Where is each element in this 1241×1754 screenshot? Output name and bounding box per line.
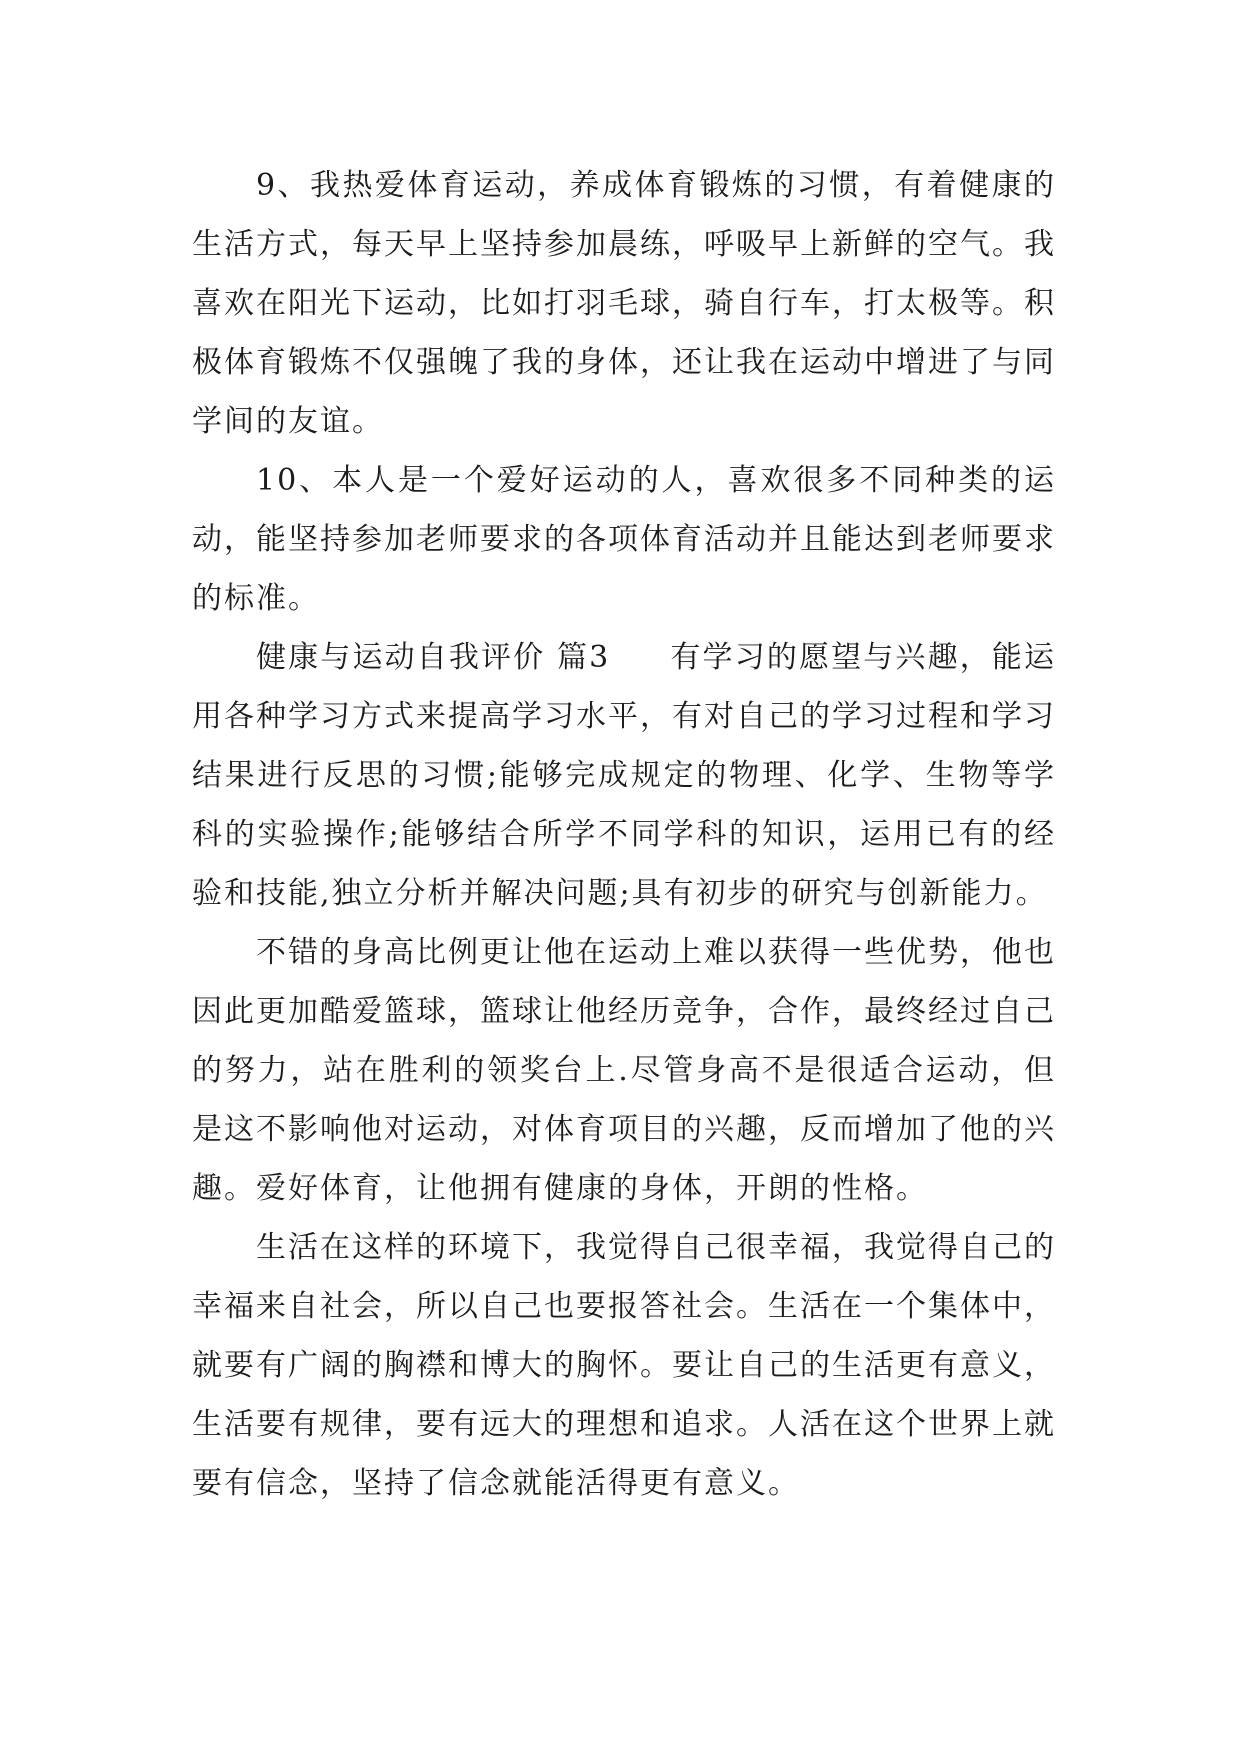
paragraph-text: 10、本人是一个爱好运动的人，喜欢很多不同种类的运动，能坚持参加老师要求的各项体育活动并且能达到老师要求的标准。 bbox=[192, 463, 1056, 616]
paragraph-text: 不错的身高比例更让他在运动上难以获得一些优势，他也因此更加酷爱篮球，篮球让他经历竞争，合作，最终经过自己的努力，站在胜利的领奖台上.尽管身高不是很适合运动，但是这不影响他对运动，对体育项目的兴趣，反而增加了他的兴趣。爱好体育，让他拥有健康的身体，开朗的性格。 bbox=[192, 935, 1056, 1206]
section-heading: 健康与运动自我评价 篇3 bbox=[256, 640, 611, 675]
paragraph-text: 9、我热爱体育运动，养成体育锻炼的习惯，有着健康的生活方式，每天早上坚持参加晨练，呼吸早上新鲜的空气。我喜欢在阳光下运动，比如打羽毛球，骑自行车，打太极等。积极体育锻炼不仅强魄了我的身体，还让我在运动中增进了与同学间的友谊。 bbox=[192, 168, 1056, 439]
paragraph-text: 有学习的愿望与兴趣，能运用各种学习方式来提高学习水平，有对自己的学习过程和学习结果进行反思的习惯;能够完成规定的物理、化学、生物等学科的实验操作;能够结合所学不同学科的知识，运用已有的经验和技能,独立分析并解决问题;具有初步的研究与创新能力。 bbox=[192, 640, 1057, 911]
paragraph-item-9 bbox=[192, 156, 1056, 451]
paragraph-text: 生活在这样的环境下，我觉得自己很幸福，我觉得自己的幸福来自社会，所以自己也要报答社会。生活在一个集体中，就要有广阔的胸襟和博大的胸怀。要让自己的生活更有意义，生活要有规律，要有远大的理想和追求。人活在这个世界上就要有信念，坚持了信念就能活得更有意义。 bbox=[192, 1230, 1056, 1501]
document-body bbox=[192, 156, 1056, 1513]
paragraph-height-basketball bbox=[192, 923, 1056, 1218]
paragraph-section-3 bbox=[192, 628, 1056, 923]
paragraph-item-10 bbox=[192, 451, 1056, 628]
paragraph-happiness bbox=[192, 1218, 1056, 1513]
